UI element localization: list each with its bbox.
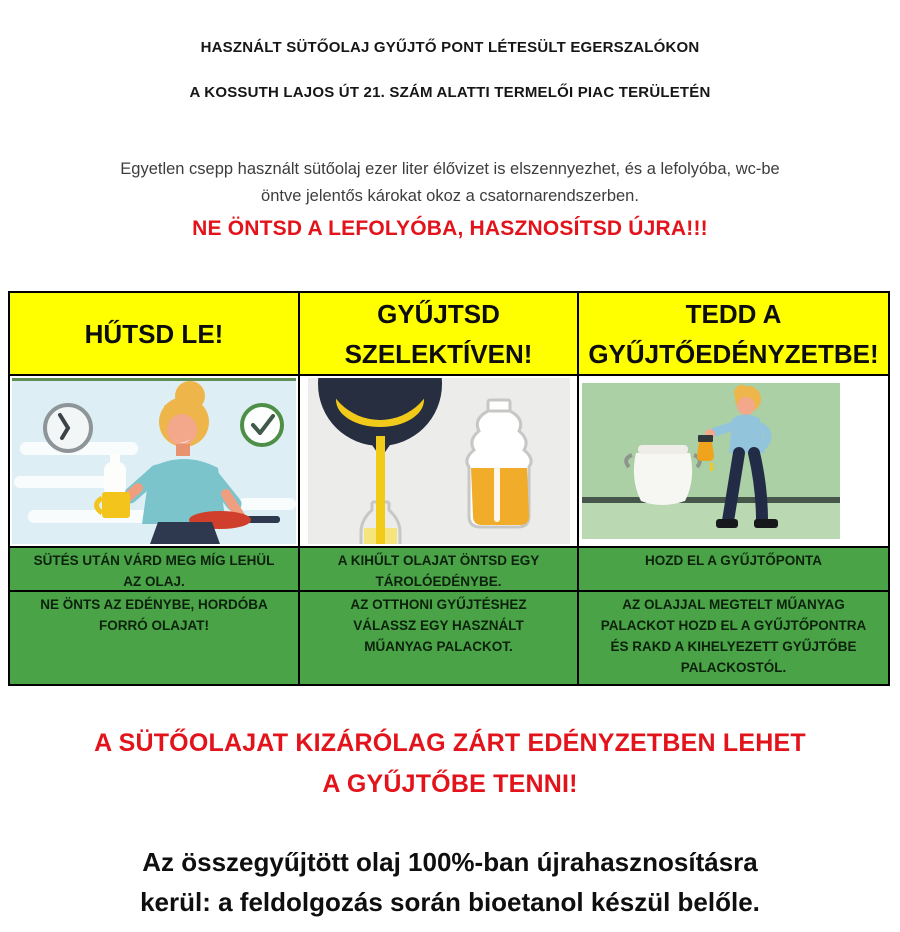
intro-line2: öntve jelentős károkat okoz a csatornarendszerben. — [261, 187, 639, 205]
pouring-oil-into-plastic-bottle-illustration — [308, 378, 570, 544]
woman-waiting-oil-cool-illustration — [12, 378, 296, 544]
step2-header-cell — [300, 293, 579, 376]
step3-header-label: TEDD A GYŰJTŐEDÉNYZETBE! — [588, 298, 879, 369]
step1-image-cell — [10, 376, 300, 548]
step1-instruction-secondary — [10, 592, 300, 684]
closed-container-notice-line1: A SÜTŐOLAJAT KIZÁRÓLAG ZÁRT EDÉNYZETBEN LEHET — [94, 729, 806, 757]
step3-image-cell — [579, 376, 888, 548]
step2-instruction-secondary-text: AZ OTTHONI GYŰJTÉSHEZ VÁLASSZ EGY HASZNÁLT MŰANYAG PALACKOT. — [350, 597, 527, 654]
step2-instruction-primary-text: A KIHŰLT OLAJAT ÖNTSD EGY TÁROLÓEDÉNYBE. — [337, 553, 540, 589]
step1-instruction-primary — [10, 548, 300, 592]
step3-instruction-secondary-text: AZ OLAJJAL MEGTELT MŰANYAG PALACKOT HOZD EL A GYŰJTŐPONTRA ÉS RAKD A KIHELYEZETT GYŰJTŐBE PALACKOSTÓL. — [600, 597, 867, 675]
closed-container-notice-line2: A GYŰJTŐBE TENNI! — [322, 770, 578, 798]
recycling-info-line1: Az összegyűjtött olaj 100%-ban újrahasznosításra — [142, 847, 758, 877]
poster-title-line1: HASZNÁLT SÜTŐOLAJ GYŰJTŐ PONT LÉTESÜLT EGERSZALÓKON — [200, 39, 700, 56]
steps-table — [8, 291, 890, 686]
step2-instruction-secondary — [300, 592, 579, 684]
recycling-info-line2: kerül: a feldolgozás során bioetanol készül belőle. — [140, 887, 760, 917]
step2-image-cell — [300, 376, 579, 548]
step3-instruction-primary — [579, 548, 888, 592]
step3-instruction-secondary — [579, 592, 888, 684]
intro-line1: Egyetlen csepp használt sütőolaj ezer liter élővizet is elszennyezhet, és a lefolyóba, wc-be — [120, 160, 780, 178]
intro-paragraph — [55, 156, 845, 210]
recycling-info — [0, 842, 900, 922]
warning-headline: NE ÖNTSD A LEFOLYÓBA, HASZNOSÍTSD ÚJRA!!! — [192, 217, 708, 240]
closed-container-notice — [0, 723, 900, 805]
step2-instruction-primary — [300, 548, 579, 592]
step3-instruction-primary-text: HOZD EL A GYŰJTŐPONTA — [644, 553, 822, 568]
step2-header-label: GYŰJTSD SZELEKTÍVEN! — [344, 298, 533, 369]
step1-header-label: HŰTSD LE! — [84, 318, 224, 349]
woman-dropping-bottle-into-collector-illustration — [582, 383, 840, 539]
step3-header-cell — [579, 293, 888, 376]
checkmark-icon — [242, 405, 282, 445]
step1-instruction-primary-text: SÜTÉS UTÁN VÁRD MEG MÍG LEHÜL AZ OLAJ. — [33, 553, 275, 589]
collection-barrel — [634, 453, 692, 505]
step1-header-cell — [10, 293, 300, 376]
poster-title-line2: A KOSSUTH LAJOS ÚT 21. SZÁM ALATTI TERMELŐI PIAC TERÜLETÉN — [189, 84, 711, 101]
step1-instruction-secondary-text: NE ÖNTS AZ EDÉNYBE, HORDÓBA FORRÓ OLAJAT! — [40, 597, 268, 633]
